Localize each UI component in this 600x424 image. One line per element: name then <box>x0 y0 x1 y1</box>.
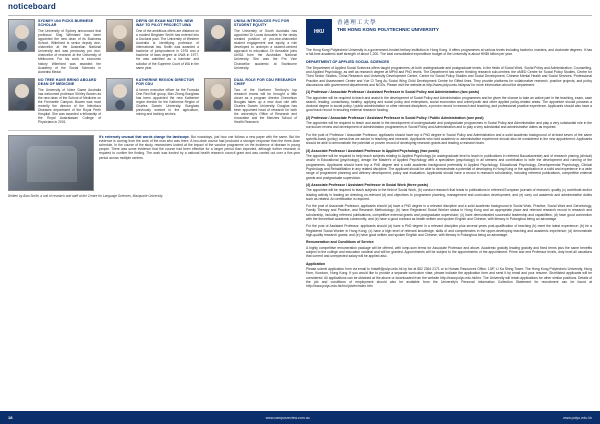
avatar <box>8 19 35 52</box>
person-name: SYDNEY UNI PICKS BURMESE SCHOLAR <box>38 19 94 28</box>
position-4-heading: (4) Associate Professor / Assistant Professor in Social Work (three posts) <box>306 182 429 187</box>
department-heading: DEPARTMENT OF APPLIED SOCIAL SCIENCES <box>306 59 390 64</box>
list-item <box>106 78 199 125</box>
avatar <box>204 19 231 52</box>
avatar <box>106 78 133 111</box>
person-name: DUAL ROLE FOR CDU RESEARCH CHIEF <box>234 77 297 87</box>
list-item <box>8 19 101 74</box>
position-1-body: The appointee will be required to teach and assist in the development of Social Policy and Administration programmes and be given the chance to take an active part in the teaching, exam, case search, leading, consultancy, healthy, applying and social policy and enterprises, social economics and crime/youth and other applied policy-related areas. The appointee should possess a doctoral degree in social policy / public administration or other relevant disciplines, a proven record in research and teaching, and professional practice experience. Applicants should also have a good track record in securing external research funding. <box>306 95 592 113</box>
remuneration-heading: Remuneration and Conditions of Service <box>306 240 374 245</box>
publisher-logo <box>306 19 592 45</box>
feature-caption: Written by Alan Smith, a unit of research and staff at the Centre for Language Sciences, Macquarie University. <box>8 193 164 198</box>
position-4-associate-body: For the post of Associate Professor, applicants should (a) have a PhD degree in a relevant discipline and a solid academic background in Social Work. Practice, Social Work and Gerontology, Family Therapy and Practice, and Research Methodology; (b) have Registered Social Worker status in Hong Kong and an appropriate place and relevant research record in research and scholarship, including refereed publications, competitive external grants and postgraduate supervision; (c) have demonstrated successful leadership and capabilities; (d) have good connection with the theoretical academic community; and (e) have a good contract as health written and spoken English and Chinese, with literacy in Putonghua being an advantage. <box>306 204 592 222</box>
feature-lead: It's extremely unusual that words change the landscape. <box>99 134 190 139</box>
position-3-heading: (3) Associate Professor / Assistant Professor in Applied Psychology (two posts) <box>306 148 439 153</box>
person-name: DEFIN GE EXAM MATTER: NEW WAY TO PILOT PROJECT UWA <box>136 19 194 28</box>
application-heading: Application <box>306 261 326 266</box>
list-item <box>8 78 101 125</box>
position-4-assistant-body: For the post of Assistant Professor, applicants should (a) have a PhD degree in a relevant discipline plus several years post-qualification of teaching (b) meet the latest experience; (b) be a Registered Social Worker in Hong Kong; (c) have a high level of relevant knowledge, skills of and competencies in the upper-developing teaching and academic experience; (d) demonstrate high-quality research grants; and (e) have good written and spoken English and Chinese, with literacy in Putonghua being an advantage. <box>306 224 592 237</box>
people-grid <box>8 19 300 125</box>
page-body <box>0 16 600 411</box>
noticeboard-column <box>8 19 300 411</box>
publisher-name-chinese: 香港理工大學 <box>337 20 377 26</box>
position-2-body-extra: For the post of Professor / Associate Professor, applicants should have top a PhD degree in Social Policy and Administration and a solid academic background of at least seven of the same specific-basis (policy) arena that we advice in teaching and research. Applicants who hold academic or administrative experience should also be considered in the new appointment. Applicants should be able to demonstrate the potential or proven record of developing research grants and leading a research team. <box>306 132 592 146</box>
person-bio: Two of the Northern Territory's top research teams will be brought a little closer as a program director Donnelson Bouglas takes up a new dual role with Charles Darwin University. Douglas has been appointed head of research for both the university's Office of Research and Innovation and the Menzies School of Health Research. <box>234 87 297 125</box>
feature-text: But nowadays, just how one follows a new paper with the same. But the evidence is coming from the work of the man who was there. A two-dose course had produced a stronger response than the three-dose schedule. In the course of the study, researchers looked at the impact of the vaccine programme on the incidence of disease in young people. There was some evidence that the course had been effective for a longer period than expected, although further research is required to confirm the finding. The work was funded by a national health research council grant and was carried out over a five-year period across multiple centres. <box>99 134 301 160</box>
department-paragraph: The Department of Applied Social Sciences offers taught programmes, at both undergraduate and postgraduate levels, in the fields of Social Work, Social Policy and Administration, Counselling, and Applied Psychology, as well as research degree at MPhil and PhD levels. The Department has seven thinking research sub-centres: the uMED Centre for Social Policy Studies, Centre for Third Sector Studies, China Research and University Development Centre, Centre for Social Policy Studies and Social Development, Chinese Mental Health and Social Services, Professional Practice and Assessment Centre and Yue Ci Tong Au Social Wing Child Development Centre for Gifted lines. They provide platforms for collaborative research, practice projects, and policy discussions with government departments and NGOs. Please visit the website at http://www.polyu.edu.hk/apss/ for more information about the department. <box>306 65 592 87</box>
position-4-body: The appointee will be required to teach subjects in the field of Social Work, (b) conduct research that leads to publications in refereed European journals of research, quality (c) contribute and/or leading activity in leading an directing on-relevant (d) and objectives to programme planning, management and curriculum development, and (e) carry out academic and administrative duties such as related. An certification is required. <box>306 188 592 201</box>
university-crest-icon: HKU <box>306 19 332 45</box>
person-bio: The University of Sydney announced that professor Sing Wilmhard has been appointed the new dean of its Business School. Wilmhard is senior deputy vice-chancellor at the Australian National University and was previously pro vice-chancellor of research at the University of Melbourne. For his work in economic history Wilmhard was awarded the Academy of the Social Sciences in Australia Medal. <box>38 28 101 74</box>
advertisement-body <box>306 48 592 291</box>
position-1-heading: (1) Professor / Associate Professor / Assistant Professor in Social Policy and Administration (two posts) <box>306 90 480 95</box>
footer-right-url[interactable]: www.polyu.edu.hk <box>563 415 592 420</box>
list-item <box>204 19 297 74</box>
avatar <box>106 19 133 52</box>
feature-photo <box>8 135 94 191</box>
person-bio: The University of Notre Dame Australia has welcomed professor Shirley Bowen as the new dean of the School of Medicine on the Fremantle Campus. Bowen was most recently the director of the Infectious Diseases department of the Royal Perth Hospital. She was awarded a fellowship of the Royal Australasian College of Physicians in 2001. <box>38 87 101 125</box>
remuneration-body: A highly competitive remuneration package will be offered, with lump-sum terms for Associate Professor and above. Academic gratuity leading gratuity and fixed terms plus the same benefits subject to the college and education cardinal and will be granted. Appointments will be subject to the appointments of the appointment. Prime and end Professor levels, duty level all vacations that current and unexpected salary will be applied also. <box>306 245 592 259</box>
page-number: 18 <box>8 415 13 420</box>
page-footer <box>0 411 600 424</box>
person-name: KATHERINE REGION DIRECTOR FOR CDU <box>136 77 195 87</box>
list-item <box>106 19 199 74</box>
position-2-heading: (2) Professor / Associate Professor / Assistant Professor in Social Policy / Public Administration (one post) <box>306 115 484 120</box>
position-3-body: The appointee will be required to help teach subjects relating to Applied Psychology (in undergraduate level to teach in publications in refereed Baccalaureate) and of research placing (clinical) and/or in Educational (psychology), design the Master's of Applied Psychology with a specialism (psychology) in all streams and contribution to both the development and running of the programmes. Applicants should have top a PhD degree and a solid academic background preferably in Applied Psychology, Educational Psychology, Developmental Psychology, Clinical Psychology and Rehabilitation in any related discipline. The applicant should be able to demonstrate a potential of developing in Hong Kong or the application in a solid and experience in a wide range of programme planning and delivery development, policy and evaluation. Applicants should have a record in research scholarship, including refereed publications, competitive external grants and postgraduate supervision. <box>306 154 592 180</box>
person-bio: One of the ambitious offers are distance on a modest Bingham Smith has entered into a Doctoral pact. The University of Western Australia is identifying professor of international law. Smith was awarded a bachelor of jurisprudence in 1976 and a bachelor of laws degree at UWA in 1977. He was admitted as a barrister and solicitor of the Supreme Court of WA in the same year. <box>136 28 199 70</box>
publisher-name-english: THE HONG KONG POLYTECHNIC UNIVERSITY <box>337 27 439 32</box>
avatar <box>204 78 231 111</box>
list-item <box>204 78 297 125</box>
person-name: UNISA INTRODUCES PVC FOR STUDENT EQUITY <box>234 19 290 28</box>
person-bio: The University of South Australia has appointed Dr Lucas Anscable to the newly created position of pro-vice-chancellor student engagement and equity, a role developed to underpin a student-centred approach to education. Dr Anscable joins UniSA from the Australian National University. She was the Pro Vice Chancellor academic at Swinburne University. <box>234 28 297 70</box>
person-name: NO TREE HAVE BRING ABOARD DEAN OF MEDICINE <box>38 77 97 87</box>
application-body: Please submit application form via email to hrstaff@polyu.edu.hk by fax at 852 2364 2171 or to Human Resources Office, 13/F, Li Ka Shing Tower, The Hong Kong Polytechnic University, Hung Hom, Kowloon, Hong Kong. If you would like to provide a separate curriculum vitae, please indicate the application form and send it by email and your resume. Shortlisted applicants will be considered. All applications can be obtained at the above or downloaded from the website http://www.polyu.edu.hk/hro. The University will retain applications for other similar positions. Details of the job and conditions of employment should also be available from the University's Personal Information Collection Statement for recruitment can be found at http://www.polyu.edu.hk/hro/job/en/index.htm <box>306 266 592 289</box>
footer-left-url[interactable]: www.campusreview.com.au <box>265 415 310 420</box>
feature-body <box>99 135 300 160</box>
avatar <box>8 78 35 111</box>
person-bio: A former executive officer for the Formula One Red Bull group, Max Zhong Bunglass has been appointed the new Katherine region director for the Katherine Region of Charles Darwin University. Bunglass previously worked in the agriculture, mining and training sectors. <box>136 87 199 117</box>
advertisement-column <box>306 19 592 411</box>
feature-story <box>8 130 300 191</box>
position-2-body: The appointee will be required to teach and assist in the development of undergraduate and postgraduate programmes in Social Policy and Administration and play a very substantial role in the curriculum review and development of administration programmes in Social Policy and Administration and to play a very substantial and administrative duties as required. <box>306 121 592 130</box>
intro-paragraph: The Hong Kong Polytechnic University is a government-funded tertiary institution in Hong Kong. It offers programmes at various levels including bachelor, masters, and doctorate degrees. It has a full-time academic staff strength of about 1,200. The total consolidated expenditure budget of the University is about HK$5 billion per year. <box>306 48 592 57</box>
page-title: noticeboard <box>8 2 56 11</box>
